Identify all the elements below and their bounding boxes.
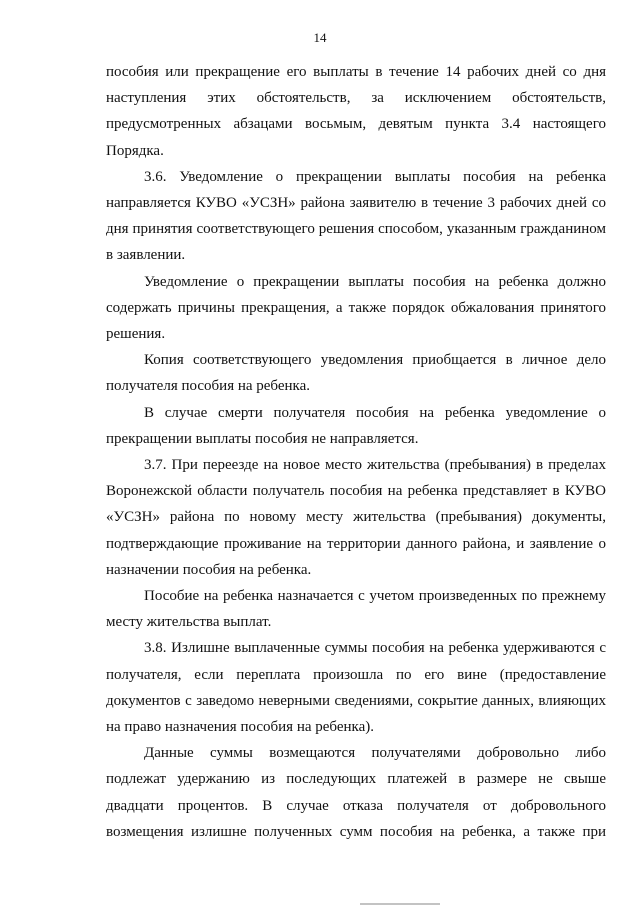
document-body xyxy=(106,59,606,845)
paragraph-3-7: 3.7. При переезде на новое место жительства (пребывания) в пределах Воронежской области получатель пособия на ребенка представляет в КУВО «УСЗН» района по новому месту жительства (пребывания) документы, подтверждающие проживание на территории данного района, и заявление о назначении пособия на ребенка. xyxy=(106,457,606,578)
paragraph-continuation: пособия или прекращение его выплаты в течение 14 рабочих дней со дня наступления этих обстоятельств, за исключением обстоятельств, предусмотренных абзацами восьмым, девятым пункта 3.4 настоящего Порядка. xyxy=(106,64,606,159)
paragraph-repayment: Данные суммы возмещаются получателями добровольно либо подлежат удержанию из последующих платежей в размере не свыше двадцати процентов. В случае отказа получателя от добровольного возмещения излишне полученных сумм пособия на ребенка, а также при xyxy=(106,745,606,840)
paragraph-notice-content: Уведомление о прекращении выплаты пособия на ребенка должно содержать причины прекращения, а также порядок обжалования принятого решения. xyxy=(106,273,606,343)
paragraph-3-6: 3.6. Уведомление о прекращении выплаты пособия на ребенка направляется КУВО «УСЗН» района заявителю в течение 3 рабочих дней со дня принятия соответствующего решения способом, указанным гражданином в заявлении. xyxy=(106,168,606,264)
paragraph-previous-payments: Пособие на ребенка назначается с учетом произведенных по прежнему месту жительства выплат. xyxy=(106,588,606,631)
paragraph-notice-copy: Копия соответствующего уведомления приобщается в личное дело получателя пособия на ребенка. xyxy=(106,352,606,395)
page-number: 14 xyxy=(313,30,327,45)
paragraph-death-case: В случае смерти получателя пособия на ребенка уведомление о прекращении выплаты пособия не направляется. xyxy=(106,404,606,447)
paragraph-3-8: 3.8. Излишне выплаченные суммы пособия на ребенка удерживаются с получателя, если переплата произошла по его вине (предоставление документов с заведомо неверными сведениями, сокрытие данных, влияющих на право назначения пособия на ребенка). xyxy=(106,640,606,736)
